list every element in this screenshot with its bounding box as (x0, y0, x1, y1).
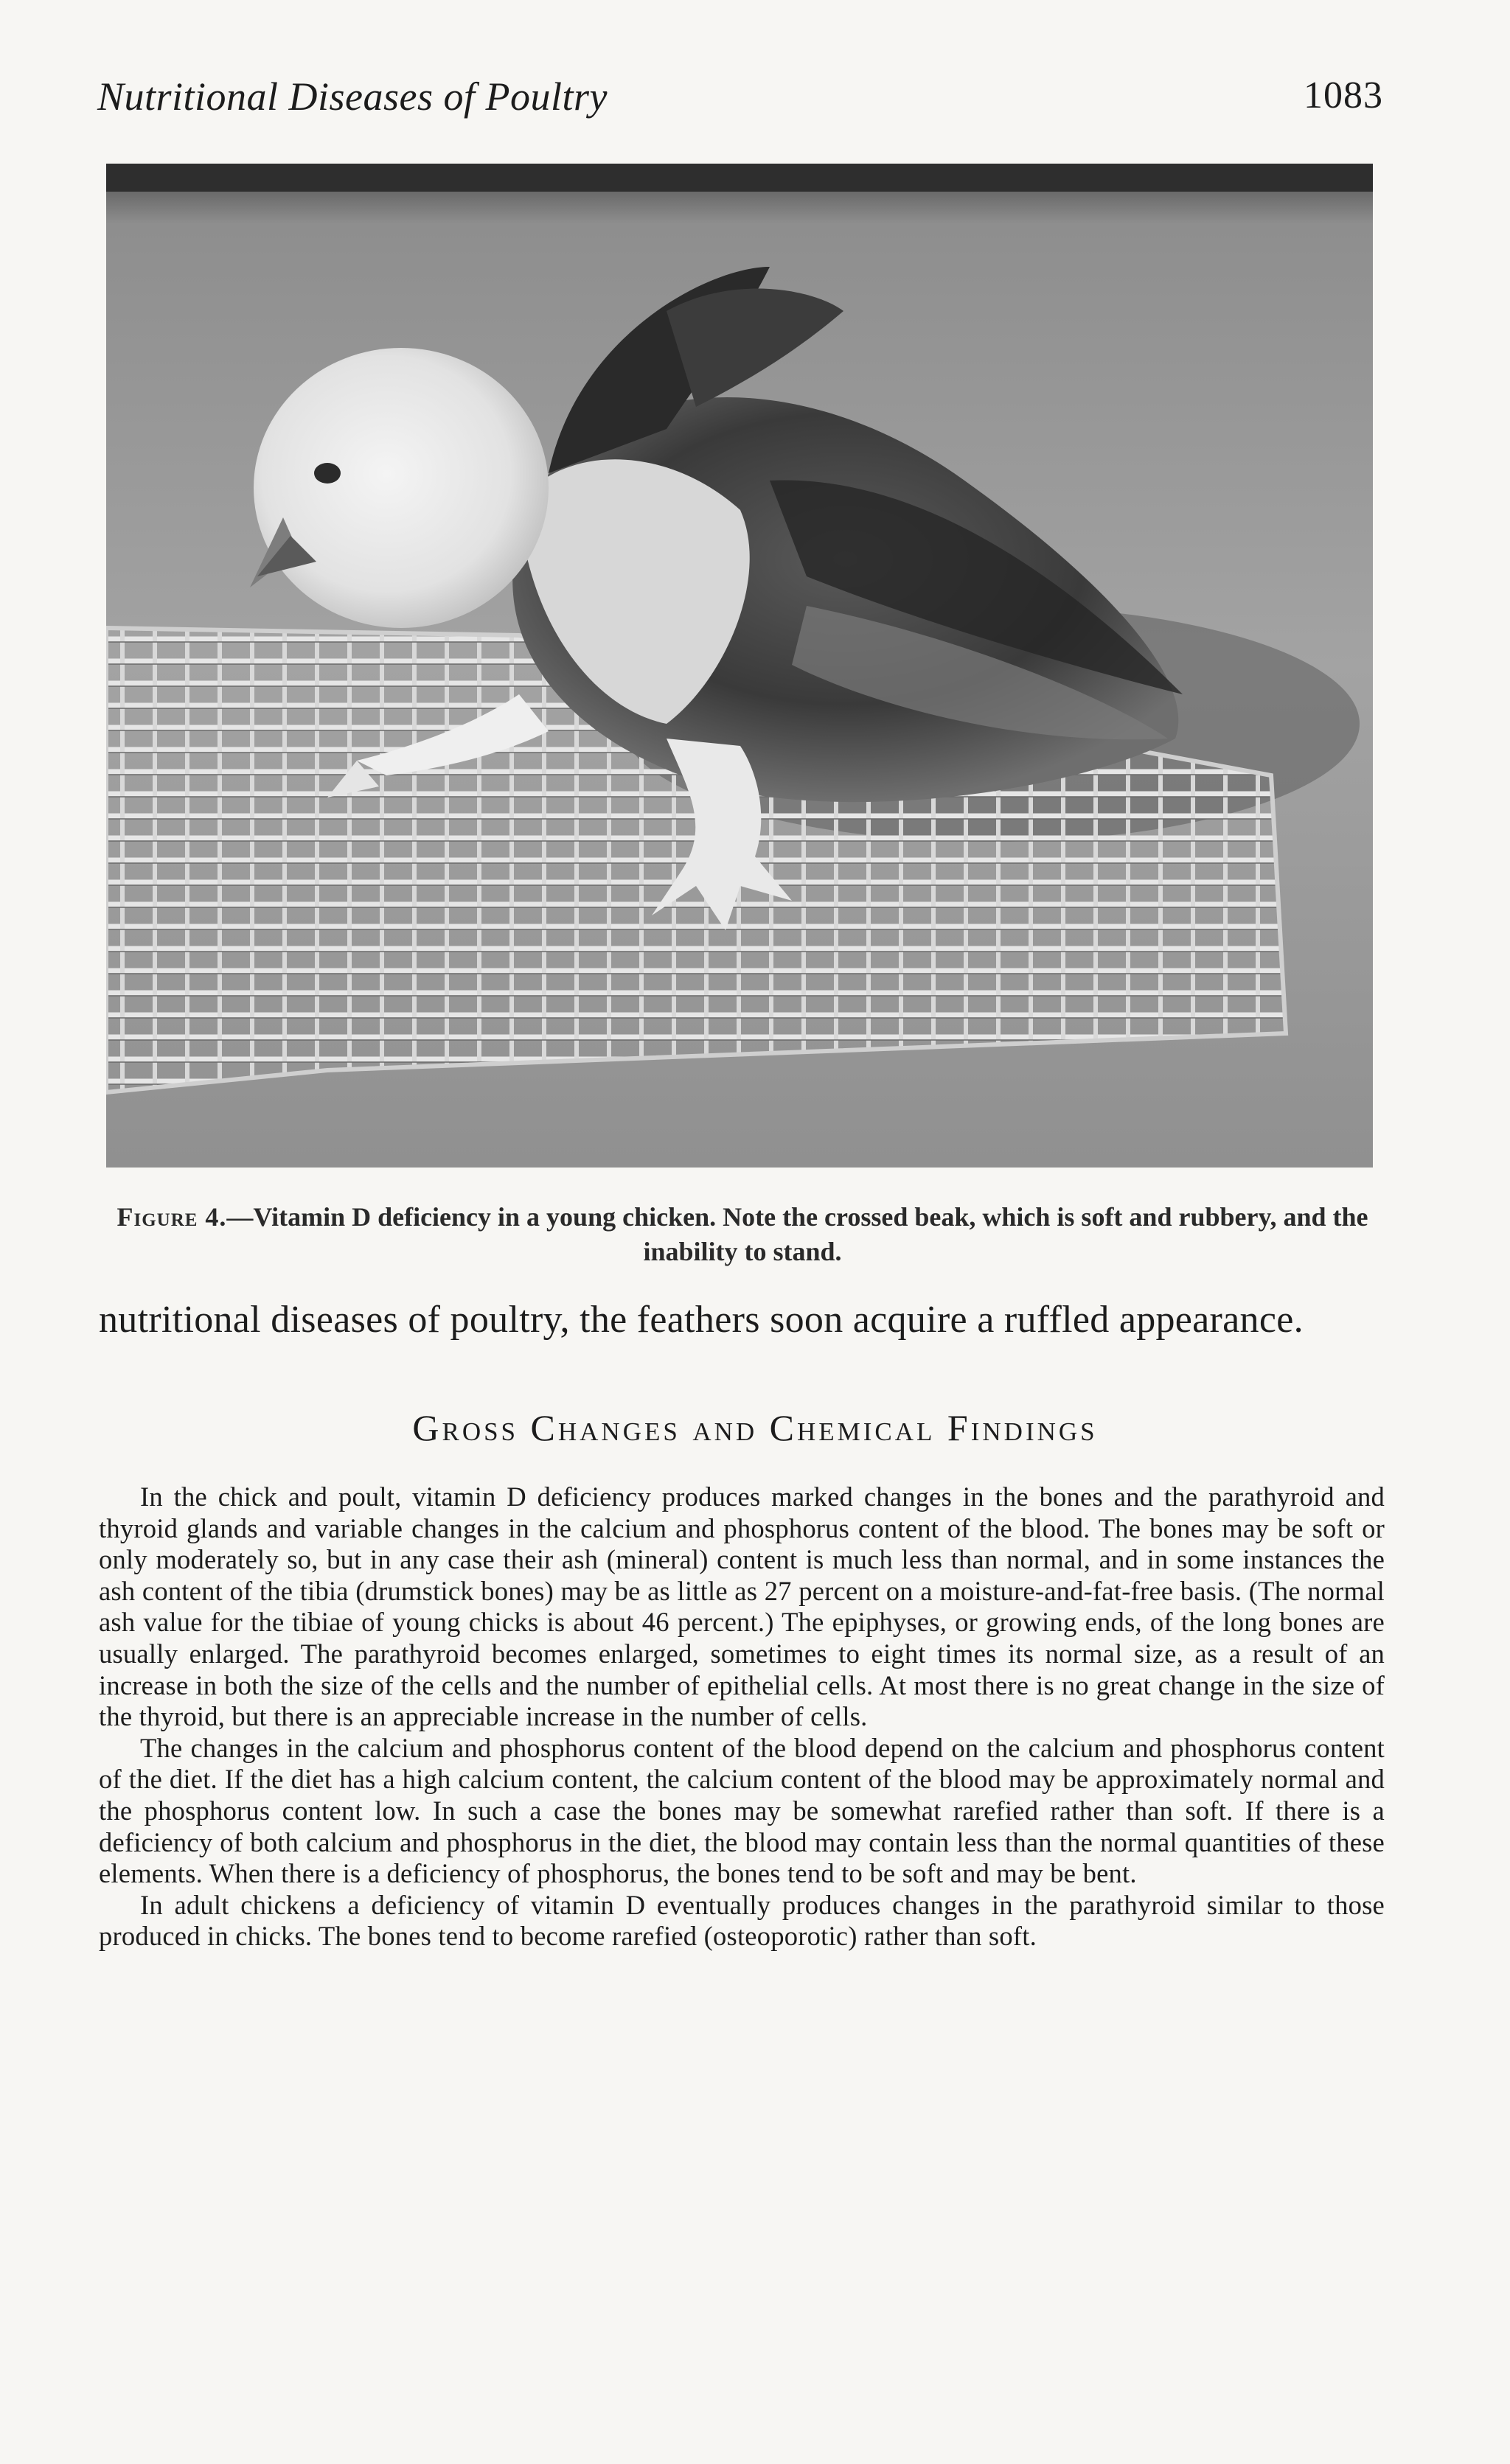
paragraph-1: In the chick and poult, vitamin D deficiency produces marked changes in the bones and the parathyroid and thyroid glands and variable changes in the calcium and phosphorus content of the blood. The bones may be soft or only moderately so, but in any case their ash (mineral) content is much less than normal, and in some instances the ash content of the tibia (drumstick bones) may be as little as 27 percent on a moisture-and-fat-free basis. (The normal ash value for the tibiae of young chicks is about 46 percent.) The epiphyses, or growing ends, of the long bones are usually enlarged. The parathyroid becomes enlarged, sometimes to eight times its normal size, as a result of an increase in both the size of the cells and the number of epithelial cells. At most there is no great change in the size of the thyroid, but there is an appreciable increase in the number of cells. (99, 1481, 1385, 1732)
figure-caption-text: —Vitamin D deficiency in a young chicken. Note the crossed beak, which is soft and rubbery, and the inability to stand. (226, 1202, 1368, 1266)
figure-photo-chicken (106, 164, 1373, 1168)
figure-caption (100, 1200, 1385, 1269)
running-head (0, 0, 1510, 147)
running-title: Nutritional Diseases of Poultry (97, 74, 608, 119)
page-number: 1083 (1304, 74, 1383, 116)
continued-paragraph: nutritional diseases of poultry, the feathers soon acquire a ruffled appearance. (99, 1299, 1304, 1341)
section-heading: Gross Changes and Chemical Findings (412, 1407, 1098, 1448)
figure-label: Figure 4. (116, 1202, 227, 1232)
paragraph-3: In adult chickens a deficiency of vitamin D eventually produces changes in the parathyroid similar to those produced in chicks. The bones tend to become rarefied (osteoporotic) rather than soft. (99, 1889, 1385, 1952)
paragraph-2: The changes in the calcium and phosphorus content of the blood depend on the calcium and phosphorus content of the diet. If the diet has a high calcium content, the calcium content of the blood may be approximately normal and the phosphorus content low. In such a case the bones may be somewhat rarefied rather than soft. If there is a deficiency of both calcium and phosphorus in the diet, the blood may contain less than the normal quantities of these elements. When there is a deficiency of phosphorus, the bones tend to be soft and may be bent. (99, 1732, 1385, 1889)
section-body (99, 1481, 1385, 1952)
